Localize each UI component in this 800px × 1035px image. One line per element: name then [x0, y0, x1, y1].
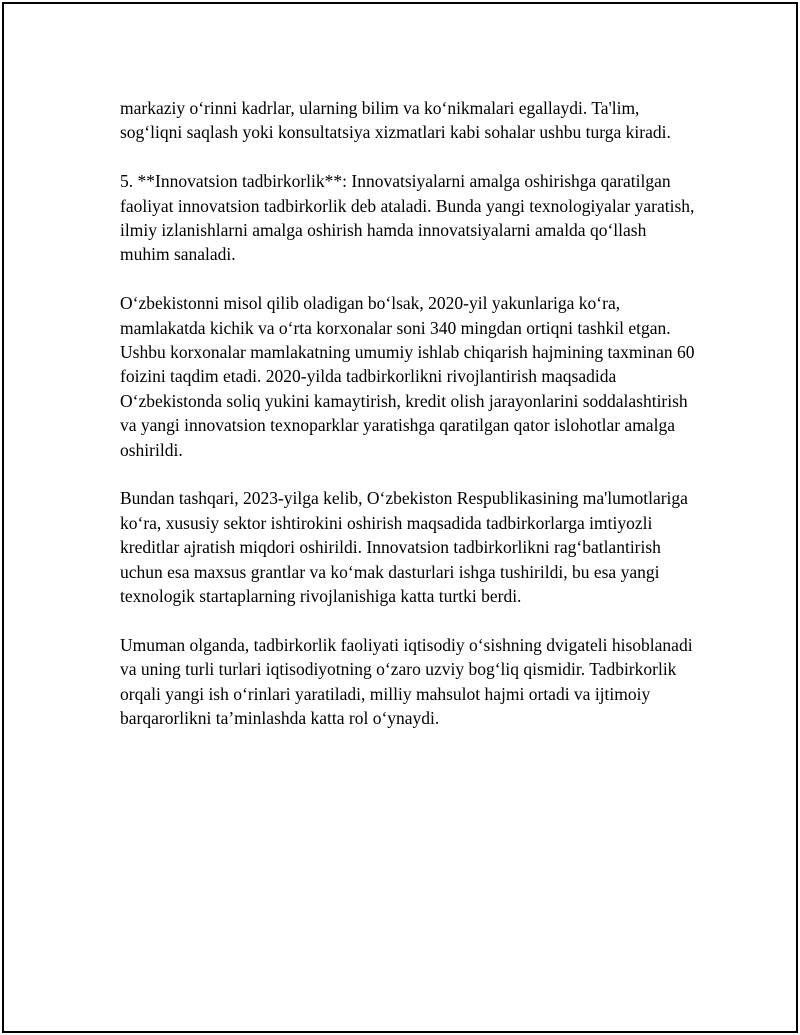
paragraph-2: 5. **Innovatsion tadbirkorlik**: Innovatsiyalarni amalga oshirishga qaratilgan faoliyat innovatsion tadbirkorlik deb ataladi. Bunda yangi texnologiyalar yaratish, ilmiy izlanishlarni amalga oshirish hamda innovatsiyalarni amalda qo‘llash muhim sanaladi. [120, 171, 695, 265]
paragraph-4: Bundan tashqari, 2023-yilga kelib, O‘zbekiston Respublikasining ma'lumotlariga ko‘ra, xususiy sektor ishtirokini oshirish maqsadida tadbirkorlarga imtiyozli kreditlar ajratish miqdori oshirildi. Innovatsion tadbirkorlikni rag‘batlantirish uchun esa maxsus grantlar va ko‘mak dasturlari ishga tushirildi, bu esa yangi texnologik startaplarning rivojlanishiga katta turtki berdi. [120, 488, 688, 607]
page-frame [2, 2, 798, 1033]
document-body [120, 96, 700, 755]
paragraph-3: O‘zbekistonni misol qilib oladigan bo‘lsak, 2020-yil yakunlariga ko‘ra, mamlakatda kichik va o‘rta korxonalar soni 340 mingdan ortiqni tashkil etgan. Ushbu korxonalar mamlakatning umumiy ishlab chiqarish hajmining taxminan 60 foizini taqdim etadi. 2020-yilda tadbirkorlikni rivojlantirish maqsadida O‘zbekistonda soliq yukini kamaytirish, kredit olish jarayonlarini soddalashtirish va yangi innovatsion texnoparklar yaratishga qaratilgan qator islohotlar amalga oshirildi. [120, 293, 695, 460]
paragraph-5: Umuman olganda, tadbirkorlik faoliyati iqtisodiy o‘sishning dvigateli hisoblanadi va uning turli turlari iqtisodiyotning o‘zaro uzviy bog‘liq qismidir. Tadbirkorlik orqali yangi ish o‘rinlari yaratiladi, milliy mahsulot hajmi ortadi va ijtimoiy barqarorlikni ta’minlashda katta rol o‘ynaydi. [120, 634, 693, 729]
paragraph-1: markaziy o‘rinni kadrlar, ularning bilim va ko‘nikmalari egallaydi. Ta'lim, sog‘liqni saqlash yoki konsultatsiya xizmatlari kabi sohalar ushbu turga kiradi. [120, 98, 671, 143]
